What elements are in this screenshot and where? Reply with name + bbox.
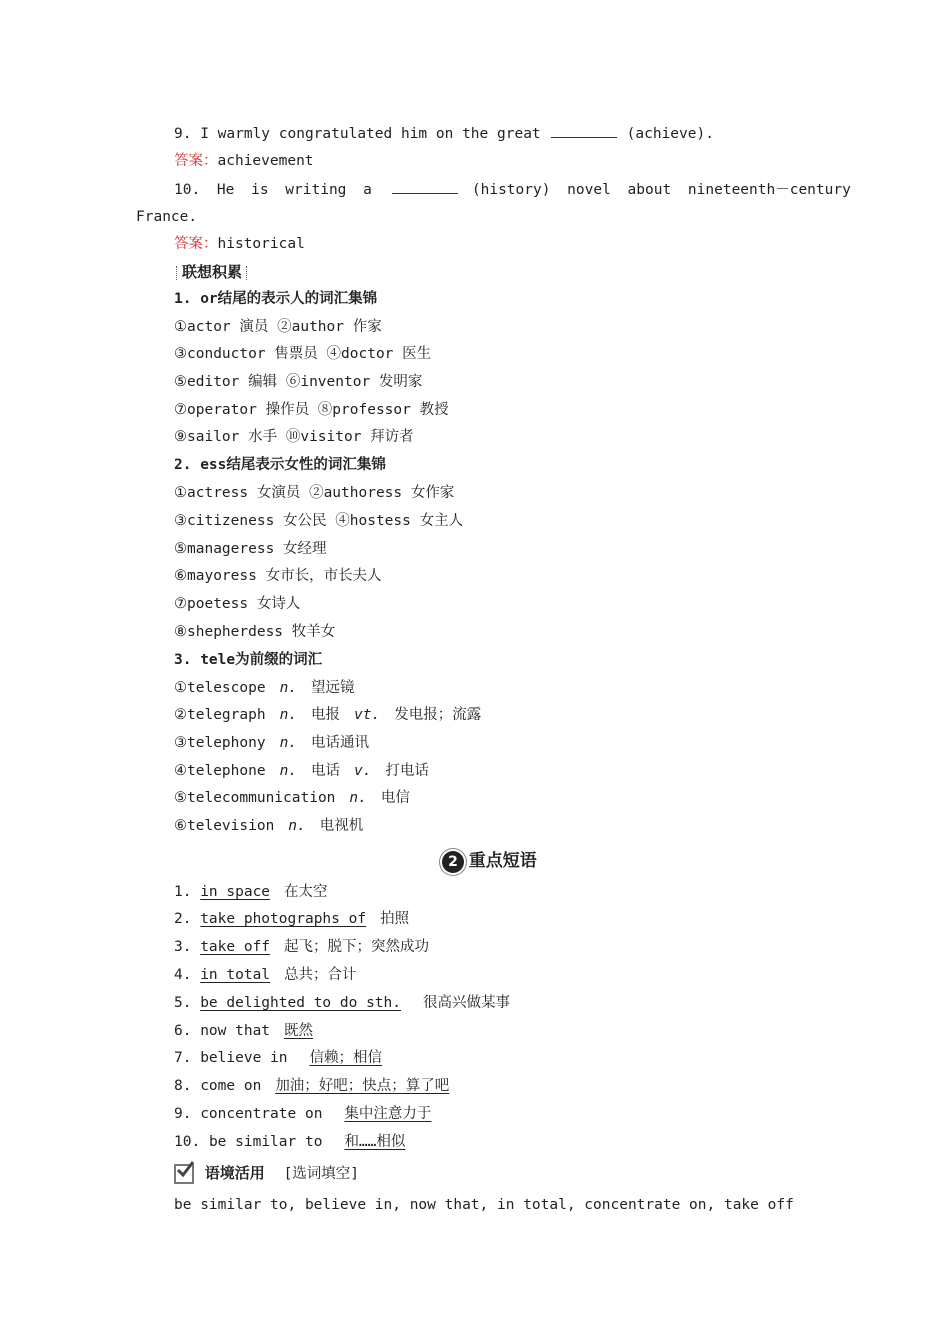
tele-meaning: 电信 bbox=[380, 790, 410, 806]
group-3-title: 3. tele为前缀的词汇 bbox=[174, 652, 323, 668]
tele-meaning-2: 打电话 bbox=[385, 763, 430, 779]
phrase-row bbox=[174, 1021, 313, 1041]
question-text: 9. I warmly congratulated him on the great bbox=[174, 126, 541, 142]
phrase-number: 5. bbox=[174, 995, 192, 1011]
phrase-number: 3. bbox=[174, 939, 192, 955]
phrase-chinese: 很高兴做某事 bbox=[423, 995, 510, 1011]
answer-blank bbox=[392, 179, 458, 194]
tele-item bbox=[174, 788, 410, 808]
tele-pos: n. bbox=[279, 680, 298, 696]
practice-label: 语境活用 bbox=[204, 1164, 265, 1182]
phrase-chinese: 起飞；脱下；突然成功 bbox=[284, 939, 430, 955]
question-hint: (history) novel about nineteenth－century bbox=[471, 182, 851, 198]
tele-item bbox=[174, 733, 369, 753]
phrase-row bbox=[174, 1104, 431, 1124]
phrase-number: 2. bbox=[174, 911, 192, 927]
phrase-english: take photographs of bbox=[200, 911, 367, 927]
exercise-9-question bbox=[174, 123, 714, 144]
group-2-line: ①actress 女演员 ②authoress 女作家 bbox=[174, 485, 455, 501]
tele-word: ②telegraph bbox=[174, 707, 266, 723]
tele-meaning: 电话通讯 bbox=[311, 735, 370, 751]
tele-meaning: 电视机 bbox=[319, 818, 364, 834]
phrase-row bbox=[174, 965, 357, 985]
assoc-heading-text: 联想积累 bbox=[182, 263, 243, 281]
tele-pos: n. bbox=[279, 763, 298, 779]
tele-word: ⑥television bbox=[174, 818, 275, 834]
phrase-english: concentrate on bbox=[200, 1106, 323, 1122]
heading-bar-left bbox=[176, 266, 178, 280]
question-text: 10. He is writing a bbox=[174, 182, 372, 198]
tele-item bbox=[174, 761, 429, 781]
group-1-line: ①actor 演员 ②author 作家 bbox=[174, 319, 382, 335]
phrase-chinese: 在太空 bbox=[284, 884, 328, 900]
tele-meaning: 电话 bbox=[311, 763, 341, 779]
phrase-number: 7. bbox=[174, 1050, 192, 1066]
phrase-chinese: 既然 bbox=[284, 1023, 314, 1039]
phrase-row bbox=[174, 1076, 449, 1096]
phrase-number: 1. bbox=[174, 884, 192, 900]
phrase-english: believe in bbox=[200, 1050, 288, 1066]
phrase-row bbox=[174, 993, 510, 1013]
heading-bar-right bbox=[246, 266, 248, 280]
phrase-chinese: 总共；合计 bbox=[284, 967, 357, 983]
exercise-10-continuation: France. bbox=[136, 209, 198, 225]
phrase-number: 9. bbox=[174, 1106, 192, 1122]
group-2-line: ⑦poetess 女诗人 bbox=[174, 596, 301, 612]
section-title: 重点短语 bbox=[468, 851, 537, 871]
phrase-chinese: 信赖；相信 bbox=[309, 1050, 383, 1066]
phrase-row bbox=[174, 909, 409, 929]
group-2-line: ⑤manageress 女经理 bbox=[174, 541, 327, 557]
phrase-english: come on bbox=[200, 1078, 262, 1094]
phrase-row bbox=[174, 1132, 405, 1152]
answer-label: 答案： bbox=[174, 236, 218, 252]
group-1-line: ⑤editor 编辑 ⑥inventor 发明家 bbox=[174, 374, 423, 390]
group-2-line: ⑧shepherdess 牧羊女 bbox=[174, 624, 336, 640]
tele-pos-2: v. bbox=[354, 763, 372, 779]
group-2-title: 2. ess结尾表示女性的词汇集锦 bbox=[174, 457, 386, 473]
tele-pos-2: vt. bbox=[354, 707, 381, 723]
group-1-line: ⑦operator 操作员 ⑧professor 教授 bbox=[174, 402, 449, 418]
group-1-title: 1. or结尾的表示人的词汇集锦 bbox=[174, 291, 378, 307]
word-bank: be similar to, believe in, now that, in total, concentrate on, take off bbox=[174, 1197, 794, 1213]
tele-meaning: 电报 bbox=[311, 707, 341, 723]
phrase-english: be similar to bbox=[208, 1134, 323, 1150]
tele-pos: n. bbox=[288, 818, 306, 834]
phrase-english: be delighted to do sth. bbox=[200, 995, 401, 1011]
tele-item bbox=[174, 678, 355, 698]
phrase-chinese: 加油；好吧；快点；算了吧 bbox=[275, 1078, 450, 1094]
phrase-english: now that bbox=[200, 1023, 271, 1039]
exercise-10-answer bbox=[174, 234, 305, 254]
tele-meaning-2: 发电报；流露 bbox=[394, 707, 482, 723]
group-2-line: ⑥mayoress 女市长，市长夫人 bbox=[174, 568, 382, 584]
section-number-badge: 2 bbox=[442, 851, 464, 873]
answer-text: historical bbox=[217, 236, 305, 252]
check-icon bbox=[174, 1164, 194, 1184]
tele-item bbox=[174, 705, 481, 725]
answer-label: 答案： bbox=[174, 153, 218, 169]
tele-meaning: 望远镜 bbox=[311, 680, 355, 696]
phrase-chinese: 和……相似 bbox=[344, 1134, 406, 1150]
phrase-english: take off bbox=[200, 939, 271, 955]
answer-blank bbox=[551, 123, 617, 138]
phrase-number: 4. bbox=[174, 967, 192, 983]
practice-heading bbox=[174, 1162, 359, 1185]
phrase-english: in total bbox=[200, 967, 271, 983]
group-2-line: ③citizeness 女公民 ④hostess 女主人 bbox=[174, 513, 464, 529]
tele-word: ⑤telecommunication bbox=[174, 790, 336, 806]
tele-pos: n. bbox=[279, 735, 298, 751]
question-hint: (achieve). bbox=[626, 126, 714, 142]
tele-pos: n. bbox=[279, 707, 298, 723]
phrase-english: in space bbox=[200, 884, 271, 900]
answer-text: achievement bbox=[217, 153, 314, 169]
section-2-heading bbox=[442, 848, 537, 874]
group-1-line: ③conductor 售票员 ④doctor 医生 bbox=[174, 346, 432, 362]
tele-word: ③telephony bbox=[174, 735, 266, 751]
phrase-row bbox=[174, 882, 328, 902]
exercise-10-question bbox=[174, 179, 851, 200]
phrase-row bbox=[174, 1048, 382, 1068]
phrase-number: 8. bbox=[174, 1078, 192, 1094]
phrase-row bbox=[174, 937, 429, 957]
phrase-number: 6. bbox=[174, 1023, 192, 1039]
phrase-chinese: 集中注意力于 bbox=[344, 1106, 432, 1122]
exercise-9-answer bbox=[174, 151, 314, 171]
phrase-chinese: 拍照 bbox=[380, 911, 410, 927]
phrase-number: 10. bbox=[174, 1134, 201, 1150]
tele-item bbox=[174, 816, 363, 836]
assoc-heading bbox=[172, 262, 252, 282]
tele-word: ①telescope bbox=[174, 680, 266, 696]
group-1-line: ⑨sailor 水手 ⑩visitor 拜访者 bbox=[174, 429, 414, 445]
tele-pos: n. bbox=[349, 790, 367, 806]
practice-bracket: [选词填空] bbox=[283, 1166, 360, 1182]
tele-word: ④telephone bbox=[174, 763, 266, 779]
